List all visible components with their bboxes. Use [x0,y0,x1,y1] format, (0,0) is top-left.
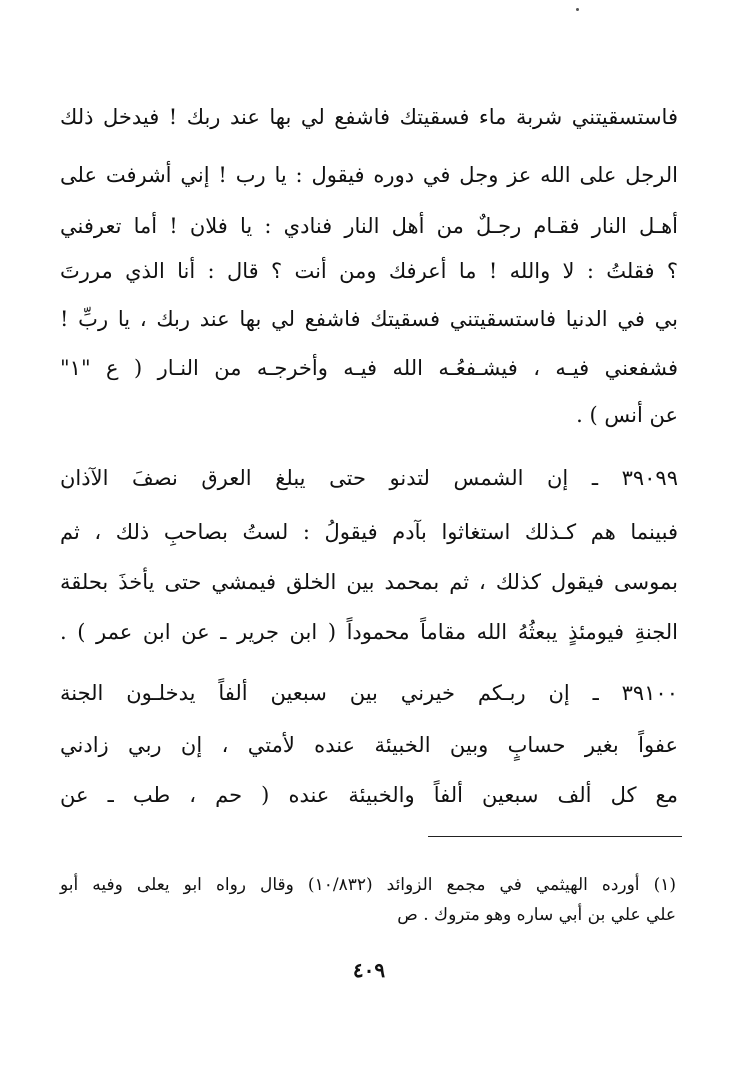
text-line: ٣٩١٠٠ ـ إن ربـكم خيرني بين سبعين ألفاً يدخلـون الجنة [60,681,678,705]
scan-speck [576,8,579,11]
text-line: الجنةِ فيومئذٍ يبعثُهُ الله مقاماً محموداً ( ابن جرير ـ عن ابن عمر ) . [60,620,678,644]
text-line: الرجل على الله عز وجل في دوره فيقول : يا رب ! إني أشرفت على [60,163,678,187]
text-line: عن أنس ) . [576,403,678,427]
text-line: عفواً بغير حسابٍ وبين الخبيئة عنده لأمتي ، إن ربي زادني [60,733,678,757]
text-line: بي في الدنيا فاستسقيتني فسقيتك فاشفع لي بها عند ربك ، يا ربِّ ! [60,307,678,331]
footnote-separator [428,836,682,837]
text-line: بموسى فيقول كذلك ، ثم بمحمد بين الخلق فيمشي حتى يأخذَ بحلقة [60,570,678,594]
footnote-line: (١) أورده الهيثمي في مجمع الزوائد (١٠/٨٣٢) وقال رواه ابو يعلى وفيه أبو [60,875,676,895]
footnote-line: علي علي بن أبي ساره وهو متروك . ص [397,905,676,925]
text-line: أهـل النار فقـام رجـلٌ من أهل النار فنادي : يا فلان ! أما تعرفني [60,214,678,238]
page-number: ٤٠٩ [352,958,386,982]
text-line: فشفعني فيـه ، فيشـفعُـه الله فيـه وأخرجـه من النـار ( ع "١" [60,356,678,380]
text-line: ٣٩٠٩٩ ـ إن الشمس لتدنو حتى يبلغ العرق نصفَ الآذان [60,466,678,490]
text-line: فبينما هم كـذلك استغاثوا بآدم فيقولُ : لستُ بصاحبِ ذلك ، ثم [60,520,678,544]
text-line: فاستسقيتني شربة ماء فسقيتك فاشفع لي بها عند ربك ! فيدخل ذلك [60,105,678,129]
text-line: مع كل ألف سبعين ألفاً والخبيئة عنده ( حم ، طب ـ عن [60,783,678,807]
text-line: ؟ فقلتُ : لا والله ! ما أعرفك ومن أنت ؟ قال : أنا الذي مررتَ [60,259,678,283]
